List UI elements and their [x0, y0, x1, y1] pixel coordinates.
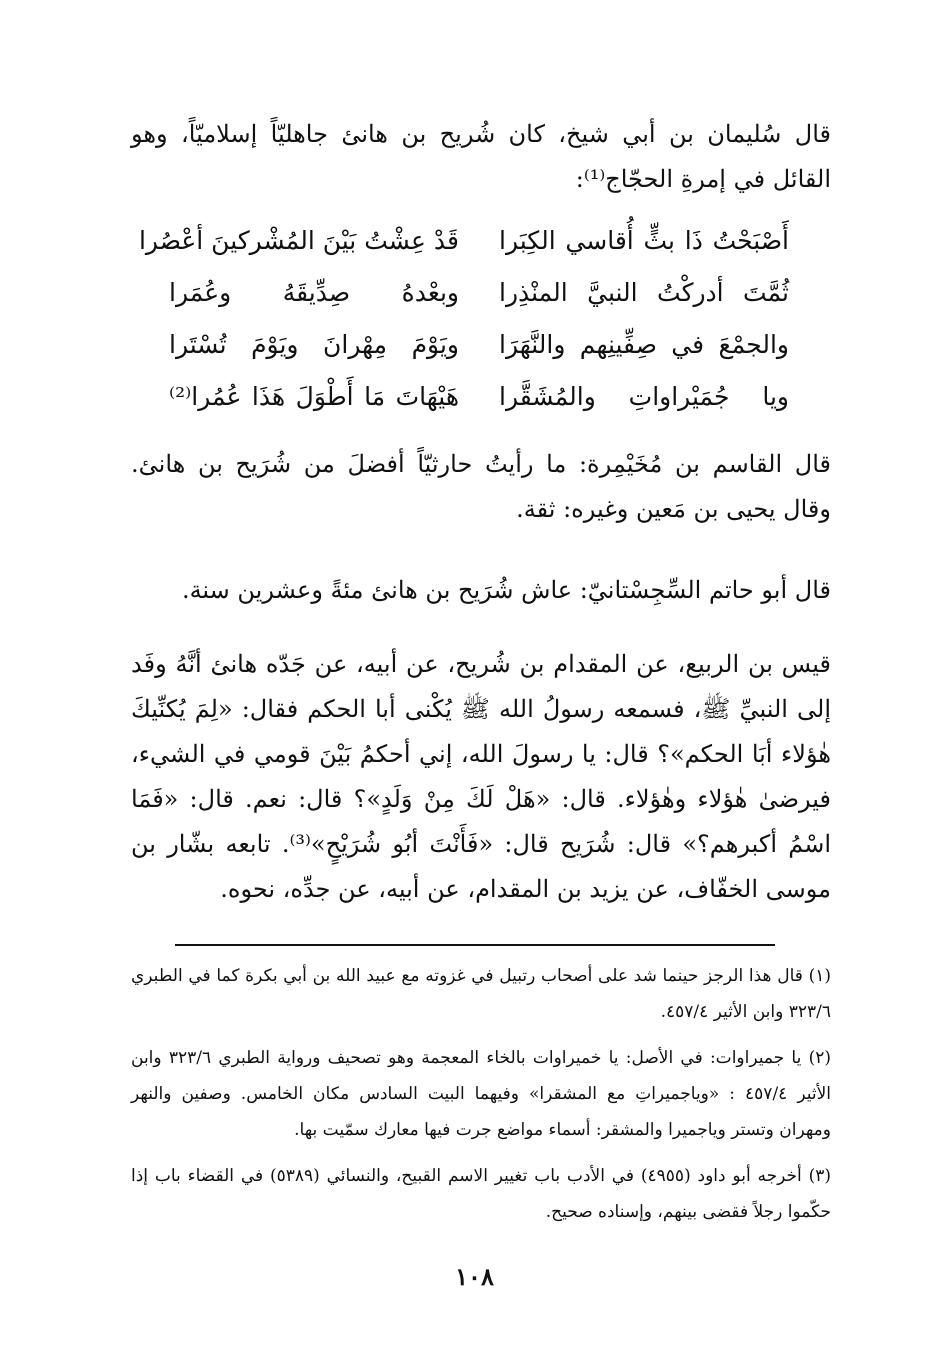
verse-right-hemistich: أَصْبَحْتُ ذَا بثٍّ أُقاسي الكِبَرا [499, 225, 789, 255]
paragraph-qasim: قال القاسم بن مُخَيْمِرة: ما رأيتُ حارثيّاً أفضلَ من شُرَيح بن هانئ. وقال يحيى بن مَعين وغيره: ثقة. [131, 450, 831, 523]
footnote-divider [175, 944, 775, 946]
verse-left-hemistich: وبعْدهُ صِدِّيقَهُ وعُمَرا [169, 277, 459, 307]
page-number: ١٠٨ [455, 1262, 494, 1291]
verse-line [169, 370, 789, 422]
footnote-1: (١) قال هذا الرجز حينما شد على أصحاب رتبيل في غزوته مع عبيد الله بن أبي بكرة كما في الطبري ٣٢٣/٦ وابن الأثير ٤٥٧/٤. [131, 966, 831, 1022]
footnote-2: (٢) يا جميراوات: في الأصل: يا خميراوات بالخاء المعجمة وهو تصحيف ورواية الطبري ٣٢٣/٦ وابن الأثير ٤٥٧/٤ : «وياجميراتِ مع المشقرا» وفيهما البيت السادس مكان الخامس. وصفين والنهر ومهران وتستر وياجميرا والمشقر: أسماء مواضع جرت فيها معارك سمّيت بها. [131, 1048, 831, 1140]
paragraph-sulayman: قال سُليمان بن أبي شيخ، كان شُريح بن هانئ جاهليّاً إسلاميّاً، وهو القائل في إمرةِ الحجّاج⁽¹⁾: [131, 120, 831, 193]
verse-line [169, 318, 789, 370]
verse-left-hemistich: ويَوْمَ مِهْرانَ ويَوْمَ تُسْتَرا [169, 329, 459, 359]
paragraph-hadith: قيس بن الربيع، عن المقدام بن شُريح، عن أبيه، عن جَدّه هانئ أنَّهُ وفَد إلى النبيِّ ﷺ، فسمعه رسولُ الله ﷺ يُكْنى أبا الحكم فقال: «لِمَ يُكنِّيكَ هٰؤلاء أبَا الحكم»؟ قال: يا رسولَ الله، إني أحكمُ بَيْنَ قومي في الشيء، فيرضىٰ هٰؤلاء وهٰؤلاء. قال: «هَلْ لَكَ مِنْ وَلَدٍ»؟ قال: نعم. قال: «فَمَا اسْمُ أكبرهم؟» قال: شُرَيح قال: «فَأَنْتَ أبُو شُرَيْحٍ»⁽³⁾. تابعه بشّار بن موسى الخفّاف، عن يزيد بن المقدام، عن أبيه، عن جدِّه، نحوه. [131, 650, 832, 903]
verse-line [169, 266, 789, 318]
verse-line [138, 214, 789, 266]
verse-left-hemistich: هَيْهَاتَ مَا أَطْوَلَ هَذَا عُمُرا⁽²⁾ [169, 381, 459, 411]
verse-right-hemistich: ويا جُمَيْراواتِ والمُشَقَّرا [499, 381, 789, 411]
poem-verses [138, 214, 789, 422]
paragraph-abu-hatim: قال أبو حاتم السِّجِسْتانيّ: عاش شُرَيح بن هانئ مئةً وعشرين سنة. [181, 576, 831, 604]
footnote-3: (٣) أخرجه أبو داود (٤٩٥٥) في الأدب باب تغيير الاسم القبيح، والنسائي (٥٣٨٩) في القضاء باب إذا حكّموا رجلاً فقضى بينهم، وإسناده صحيح. [131, 1166, 831, 1222]
verse-right-hemistich: والجمْعَ في صِفِّينِهم والنَّهَرَا [499, 329, 789, 359]
verse-right-hemistich: ثُمَّتَ أدركْتُ النبيَّ المنْذِرا [499, 277, 789, 307]
verse-left-hemistich: قَدْ عِشْتُ بَيْنَ المُشْركينَ أعْصُرا [138, 225, 459, 255]
